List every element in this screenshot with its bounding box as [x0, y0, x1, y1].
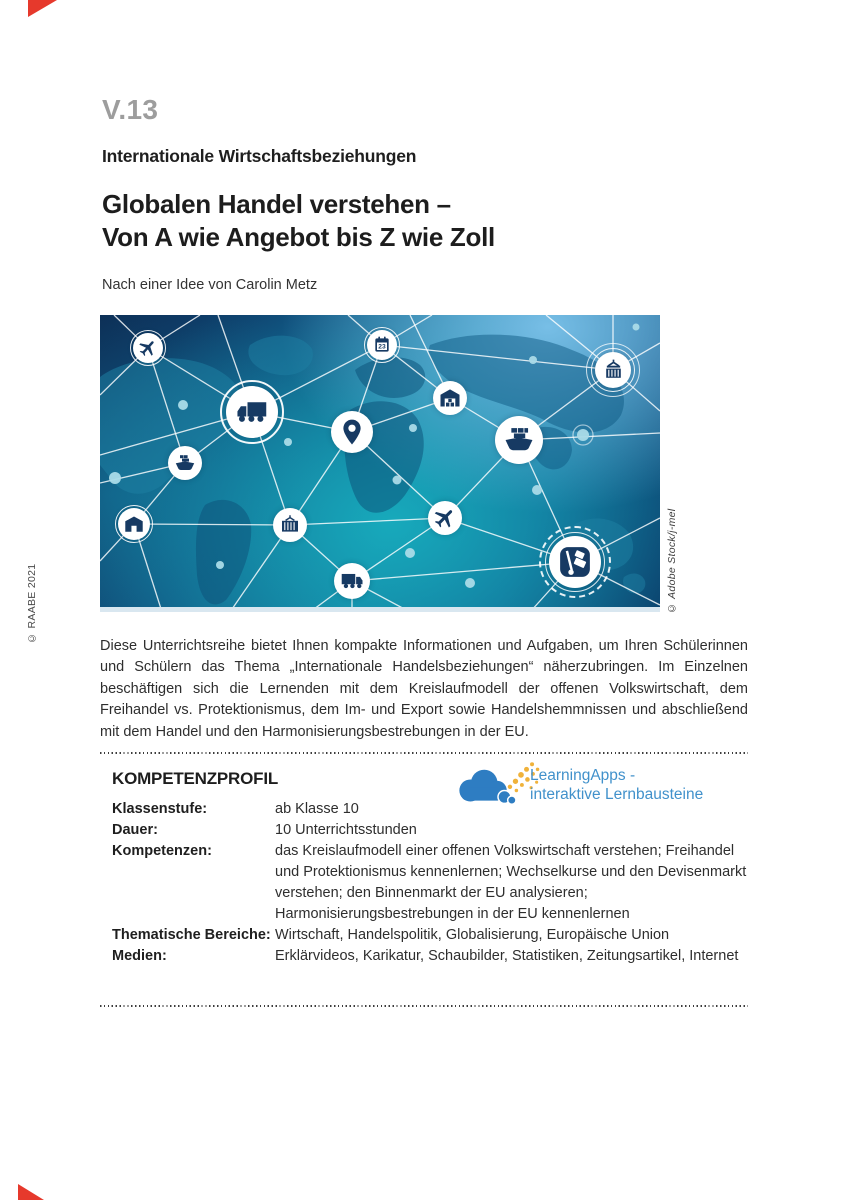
- dotted-divider-top: [100, 752, 748, 754]
- svg-text:23: 23: [378, 343, 386, 351]
- container-crane-icon: [595, 352, 631, 388]
- table-row: [112, 925, 748, 946]
- row-label: Thematische Bereiche:: [112, 927, 271, 943]
- row-value: ab Klasse 10: [275, 801, 359, 817]
- hero-image: [100, 315, 660, 612]
- warehouse-boxes-icon: [433, 381, 467, 415]
- logo-text: [530, 766, 703, 804]
- dotted-divider-bottom: [100, 1005, 748, 1007]
- image-bottom-strip: [100, 607, 660, 612]
- cargo-ship-icon: [495, 416, 543, 464]
- truck-icon: [226, 386, 278, 438]
- table-row: [112, 841, 748, 925]
- row-value: das Kreislaufmodell einer offenen Volkswirtschaft verstehen; Freihandel und Protektionismus kennenlernen; Wechselkurse und den Devisenmarkt verstehen; den Binnenmarkt der EU analysieren; Harmonisierungsbestrebungen in der EU kennenlernen: [275, 843, 747, 922]
- profile-table: [112, 799, 748, 967]
- table-row: [112, 799, 748, 820]
- small-warehouse-icon: [118, 508, 150, 540]
- row-label: Dauer:: [112, 822, 158, 838]
- page-title-line2: Von A wie Angebot bis Z wie Zoll: [102, 222, 495, 252]
- container-icon: [273, 508, 307, 542]
- logo-text-line2: interaktive Lernbausteine: [530, 785, 704, 803]
- profile-heading: KOMPETENZPROFIL: [112, 769, 279, 788]
- series-label: V.13: [102, 94, 159, 125]
- airplane-icon: [133, 333, 163, 363]
- small-ship-icon: [168, 446, 202, 480]
- page-title-line1: Globalen Handel verstehen –: [102, 189, 451, 219]
- byline: Nach einer Idee von Carolin Metz: [102, 277, 318, 293]
- table-row: [112, 820, 748, 841]
- red-corner-mark-top: [28, 0, 57, 17]
- hand-truck-icon: [549, 536, 601, 588]
- image-credit: © Adobe Stock/j-mel: [666, 508, 678, 614]
- logo-text-line1: LearningApps -: [530, 766, 636, 784]
- publisher-credit: © RAABE 2021: [26, 563, 38, 644]
- delivery-truck-icon: [334, 563, 370, 599]
- row-value: Wirtschaft, Handelspolitik, Globalisierung, Europäische Union: [275, 927, 670, 943]
- table-row: [112, 946, 748, 967]
- page-title: [102, 188, 495, 254]
- location-pin-icon: [331, 411, 373, 453]
- row-value: Erklärvideos, Karikatur, Schaubilder, Statistiken, Zeitungsartikel, Internet: [275, 948, 739, 964]
- calendar-icon: [367, 330, 397, 360]
- red-corner-mark-bottom: [18, 1184, 44, 1200]
- row-label: Kompetenzen:: [112, 843, 212, 859]
- row-value: 10 Unterrichtsstunden: [275, 822, 417, 838]
- row-label: Klassenstufe:: [112, 801, 208, 817]
- row-label: Medien:: [112, 948, 167, 964]
- rubric-title: Internationale Wirtschaftsbeziehungen: [102, 146, 417, 166]
- intro-paragraph: Diese Unterrichtsreihe bietet Ihnen kompakte Informationen und Aufgaben, um Ihren Schülerinnen und Schülern das Thema „Internationale Handelsbeziehungen“ näherzubringen. Im Einzelnen beschäftigen sich die Lernenden mit dem Kreislaufmodell der offenen Volkswirtschaft, dem Freihandel vs. Protektionismus, dem Im- und Export sowie Handelshemmnissen und abschließend mit dem Handel und den Harmonisierungsbestrebungen in der EU.: [100, 637, 748, 740]
- airplane2-icon: [428, 501, 462, 535]
